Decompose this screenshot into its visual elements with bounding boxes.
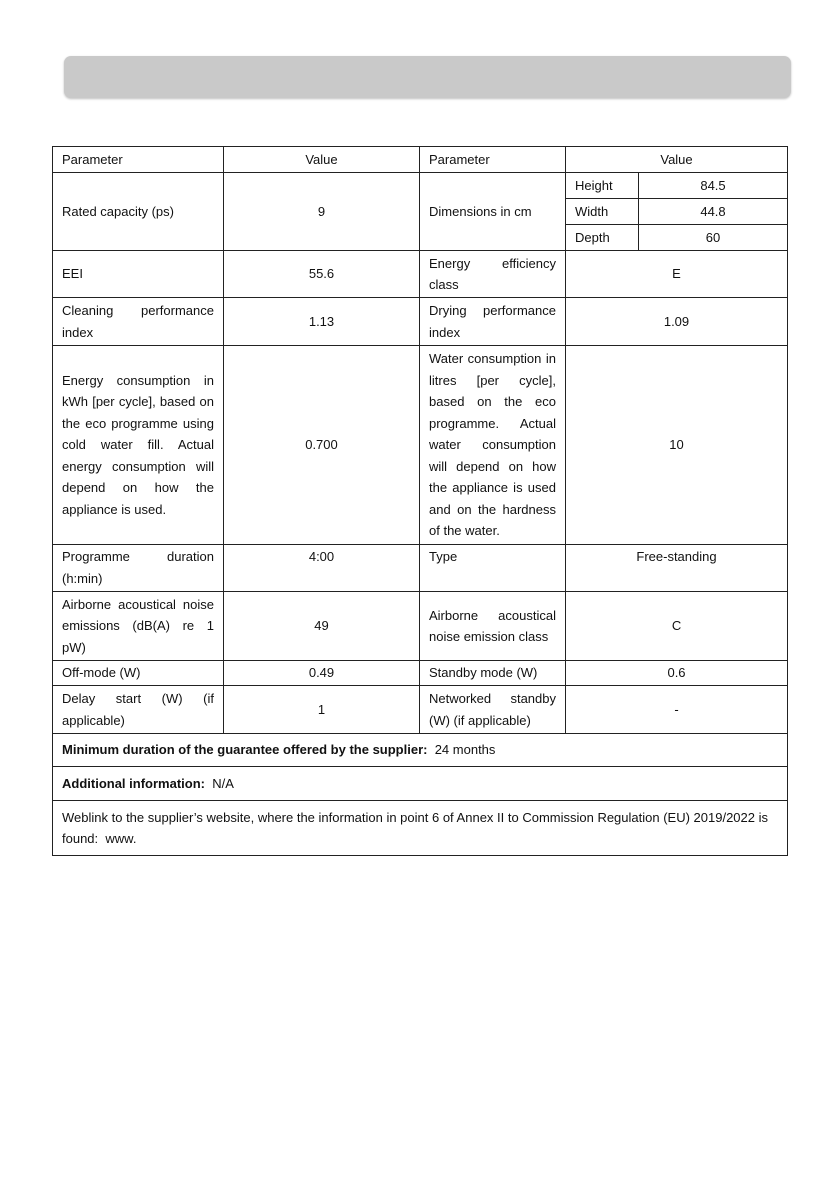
type-value: Free-standing — [566, 545, 788, 592]
standby-label: Standby mode (W) — [420, 661, 566, 686]
efficiency-class-label: Energy efficiency class — [420, 251, 566, 298]
duration-value: 4:00 — [224, 545, 420, 592]
off-mode-label: Off-mode (W) — [53, 661, 224, 686]
efficiency-class-value: E — [566, 251, 788, 298]
cleaning-label: Cleaning performance index — [53, 298, 224, 346]
table-row — [53, 661, 788, 686]
table-row — [53, 592, 788, 661]
width-value: 44.8 — [639, 199, 788, 225]
guarantee-cell — [53, 734, 788, 767]
delay-value: 1 — [224, 686, 420, 734]
additional-value: N/A — [212, 775, 234, 791]
type-label: Type — [420, 545, 566, 592]
header-banner — [64, 56, 791, 98]
table-row — [53, 173, 788, 199]
table-row — [53, 346, 788, 545]
table-row — [53, 734, 788, 767]
table-row — [53, 767, 788, 801]
noise-value: 49 — [224, 592, 420, 661]
dimensions-label: Dimensions in cm — [420, 173, 566, 251]
guarantee-value: 24 months — [434, 742, 496, 758]
guarantee-label: Minimum duration of the guarantee offered by the supplier: — [62, 742, 428, 758]
networked-label: Networked standby (W) (if applicable) — [420, 686, 566, 734]
delay-label: Delay start (W) (if applicable) — [53, 686, 224, 734]
capacity-value: 9 — [224, 173, 420, 251]
header-value: Value — [224, 147, 420, 173]
noise-label: Airborne acoustical noise emissions (dB(A) re 1 pW) — [53, 592, 224, 661]
table-row — [53, 545, 788, 592]
header-value-2: Value — [566, 147, 788, 173]
water-label: Water consumption in litres [per cycle], based on the eco programme. Actual water consumption will depend on how the appliance is used and on the hardness of the water. — [420, 346, 566, 545]
standby-value: 0.6 — [566, 661, 788, 686]
table-row — [53, 801, 788, 856]
drying-label: Drying performance index — [420, 298, 566, 346]
eei-value: 55.6 — [224, 251, 420, 298]
additional-cell — [53, 767, 788, 801]
noise-class-label: Airborne acoustical noise emission class — [420, 592, 566, 661]
energy-value: 0.700 — [224, 346, 420, 545]
noise-class-value: C — [566, 592, 788, 661]
duration-label: Programme duration (h:min) — [53, 545, 224, 592]
drying-value: 1.09 — [566, 298, 788, 346]
height-label: Height — [566, 173, 639, 199]
weblink-text: Weblink to the supplier’s website, where the information in point 6 of Annex II to Commission Regulation (EU) 2019/2022 is found: — [62, 809, 768, 846]
header-row — [53, 147, 788, 173]
capacity-label: Rated capacity (ps) — [53, 173, 224, 251]
weblink-link[interactable]: www. — [105, 831, 137, 846]
table-row — [53, 298, 788, 346]
water-value: 10 — [566, 346, 788, 545]
header-parameter-2: Parameter — [420, 147, 566, 173]
additional-label: Additional information: — [62, 775, 205, 791]
table-row — [53, 686, 788, 734]
cleaning-value: 1.13 — [224, 298, 420, 346]
height-value: 84.5 — [639, 173, 788, 199]
energy-label: Energy consumption in kWh [per cycle], based on the eco programme using cold water fill. Actual energy consumption will depend on how the appliance is used. — [53, 346, 224, 545]
width-label: Width — [566, 199, 639, 225]
eei-label: EEI — [53, 251, 224, 298]
product-info-table — [52, 146, 788, 856]
header-parameter: Parameter — [53, 147, 224, 173]
table-row — [53, 251, 788, 298]
depth-value: 60 — [639, 225, 788, 251]
depth-label: Depth — [566, 225, 639, 251]
networked-value: - — [566, 686, 788, 734]
weblink-cell — [53, 801, 788, 856]
off-mode-value: 0.49 — [224, 661, 420, 686]
